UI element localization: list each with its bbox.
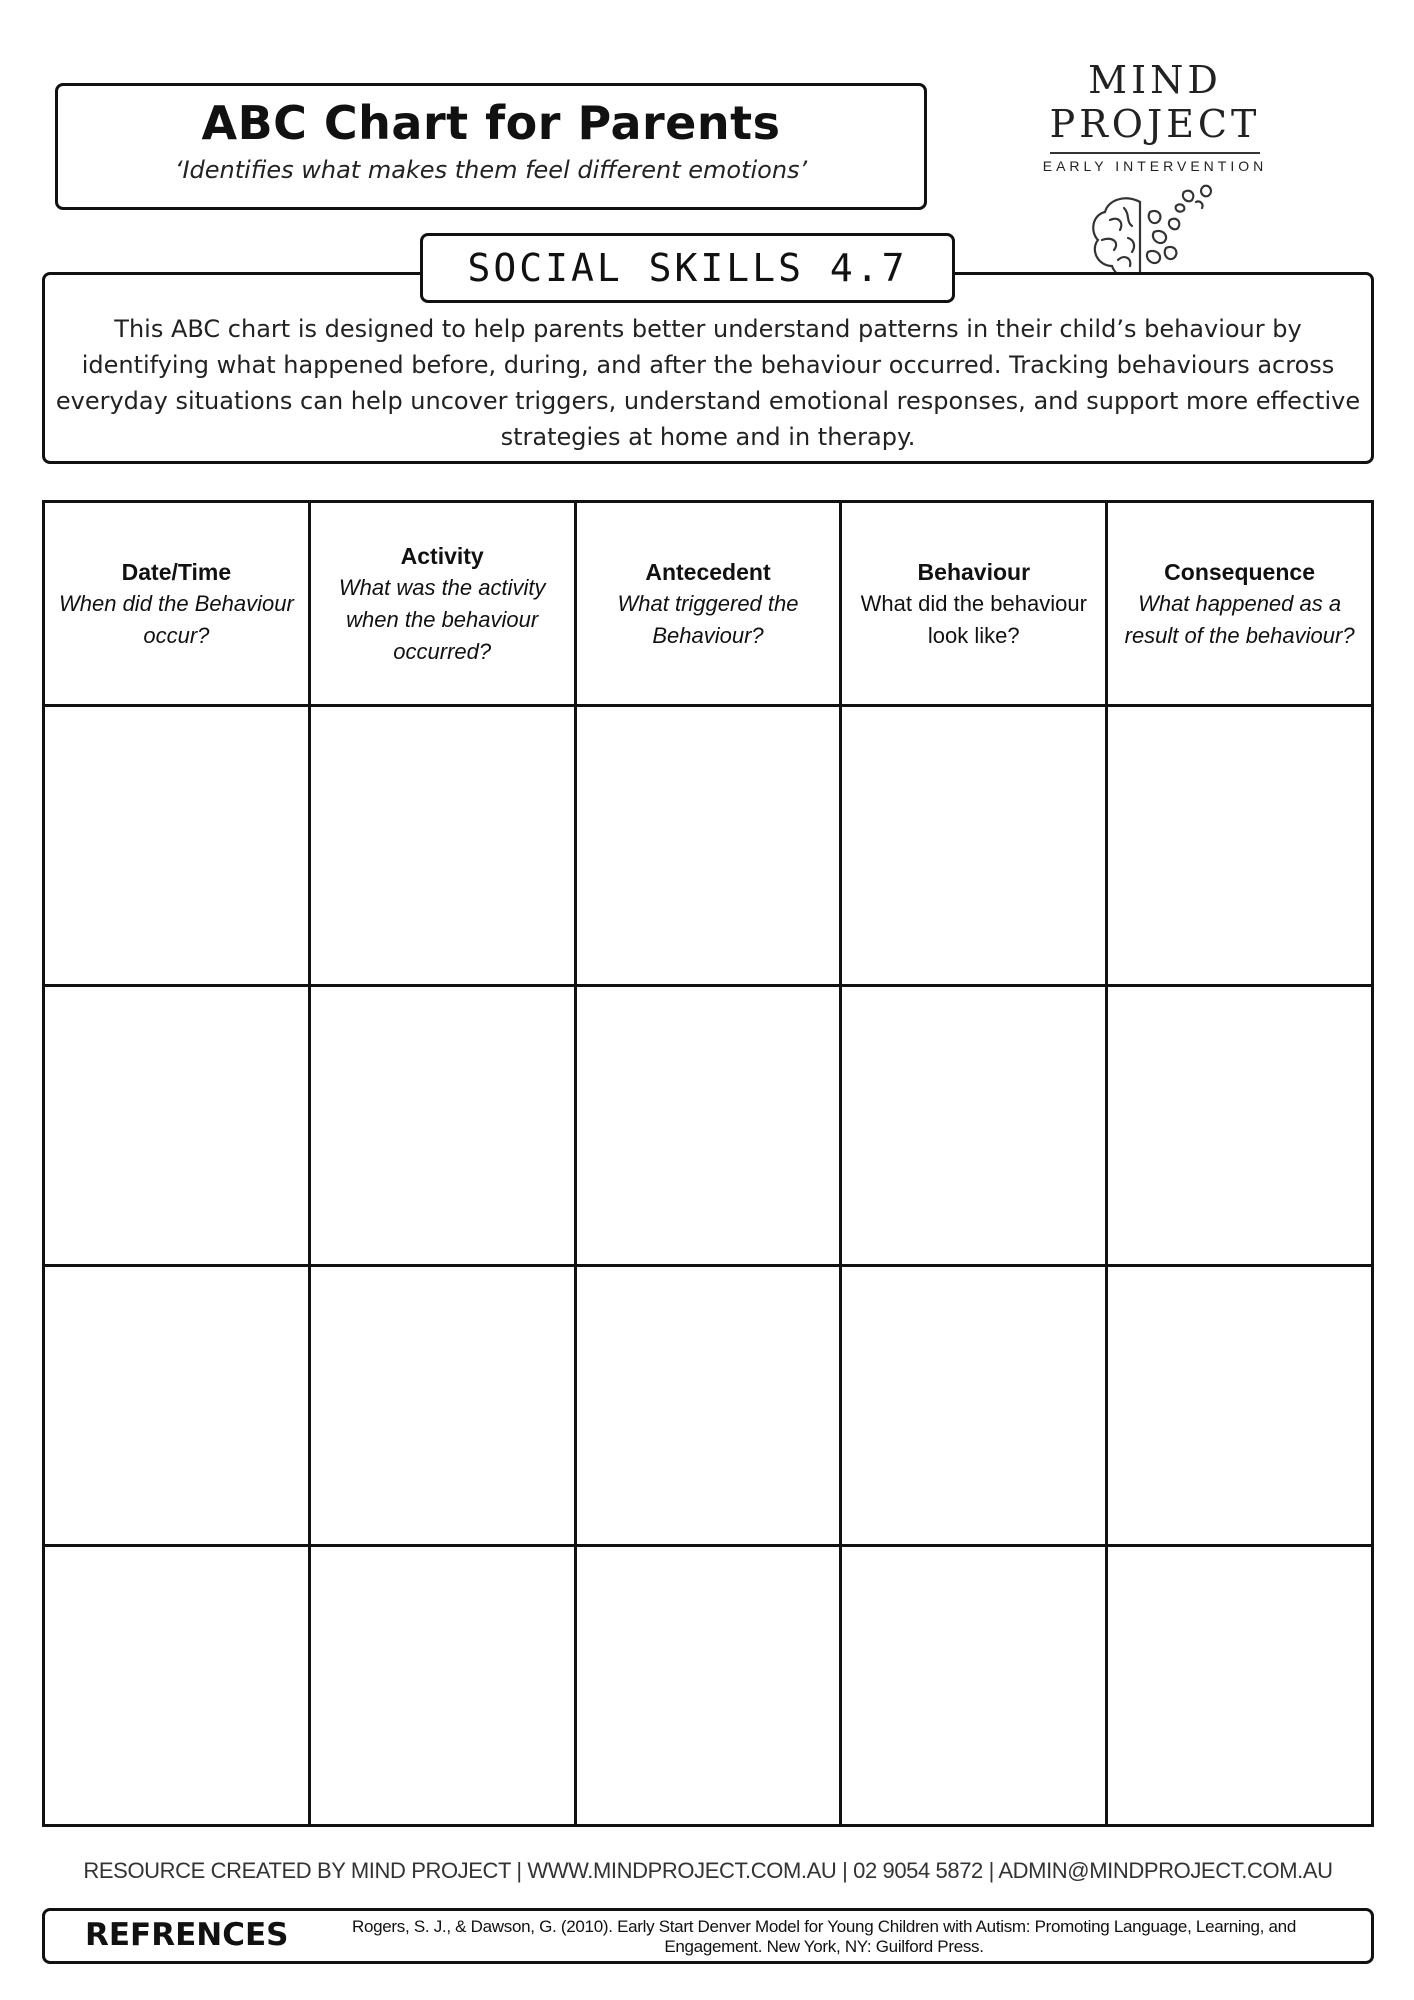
references-box [42, 1908, 1374, 1964]
logo-tagline: EARLY INTERVENTION [1042, 158, 1268, 174]
entry-cell-behaviour[interactable] [841, 986, 1107, 1266]
column-title: Consequence [1164, 558, 1315, 585]
column-header-activity [309, 502, 575, 706]
entry-cell-antecedent[interactable] [575, 986, 841, 1266]
entry-cell-date-time[interactable] [44, 1266, 310, 1546]
logo-divider [1050, 152, 1260, 154]
footer-credit: RESOURCE CREATED BY MIND PROJECT | WWW.MINDPROJECT.COM.AU | 02 9054 5872 | ADMIN@MINDPROJECT.COM.AU [83, 1858, 1333, 1883]
logo-brand: MIND PROJECT [1049, 58, 1261, 146]
entry-cell-consequence[interactable] [1107, 986, 1373, 1266]
column-description: When did the Behaviour occur? [58, 590, 294, 648]
entry-cell-activity[interactable] [309, 986, 575, 1266]
entry-cell-antecedent[interactable] [575, 1266, 841, 1546]
section-label: SOCIAL SKILLS 4.7 [420, 233, 955, 303]
title-box [55, 83, 927, 210]
logo [975, 58, 1335, 258]
entry-cell-activity[interactable] [309, 706, 575, 986]
references-text: Rogers, S. J., & Dawson, G. (2010). Early Start Denver Model for Young Children with Autism: Promoting Language, Learning, and Engagement. New York, NY: Guilford Press. [351, 1917, 1296, 1956]
page-title: ABC Chart for Parents [201, 96, 781, 150]
table-row [44, 1266, 1373, 1546]
entry-cell-date-time[interactable] [44, 986, 310, 1266]
entry-cell-behaviour[interactable] [841, 1546, 1107, 1826]
column-title: Date/Time [121, 558, 232, 585]
entry-cell-behaviour[interactable] [841, 1266, 1107, 1546]
entry-cell-behaviour[interactable] [841, 706, 1107, 986]
table-row [44, 986, 1373, 1266]
column-header-consequence [1107, 502, 1373, 706]
column-description: What was the activity when the behaviour occurred? [338, 574, 546, 664]
entry-cell-antecedent[interactable] [575, 706, 841, 986]
column-header-antecedent [575, 502, 841, 706]
column-title: Activity [400, 542, 484, 569]
page-subtitle: ‘Identifies what makes them feel different emotions’ [174, 156, 808, 184]
column-header-behaviour [841, 502, 1107, 706]
entry-cell-date-time[interactable] [44, 706, 310, 986]
table-row [44, 706, 1373, 986]
description-text: This ABC chart is designed to help parents better understand patterns in their child’s behaviour by identifying what happened before, during, and after the behaviour occurred. Tracking behaviours across everyday situations can help uncover triggers, understand emotional responses, and support more effective strategies at home and in therapy. [55, 315, 1361, 451]
table-row [44, 1546, 1373, 1826]
column-description: What did the behaviour look like? [860, 590, 1087, 648]
entry-cell-antecedent[interactable] [575, 1546, 841, 1826]
entry-cell-date-time[interactable] [44, 1546, 310, 1826]
column-title: Behaviour [917, 558, 1031, 585]
entry-cell-activity[interactable] [309, 1266, 575, 1546]
entry-cell-consequence[interactable] [1107, 1266, 1373, 1546]
abc-table [42, 500, 1374, 1827]
entry-cell-consequence[interactable] [1107, 1546, 1373, 1826]
entry-cell-activity[interactable] [309, 1546, 575, 1826]
entry-cell-consequence[interactable] [1107, 706, 1373, 986]
references-heading: REFRENCES [85, 1917, 289, 1953]
table-header-row [44, 502, 1373, 706]
column-title: Antecedent [645, 558, 771, 585]
column-description: What triggered the Behaviour? [617, 590, 799, 648]
column-description: What happened as a result of the behaviour? [1124, 590, 1355, 648]
column-header-date-time [44, 502, 310, 706]
